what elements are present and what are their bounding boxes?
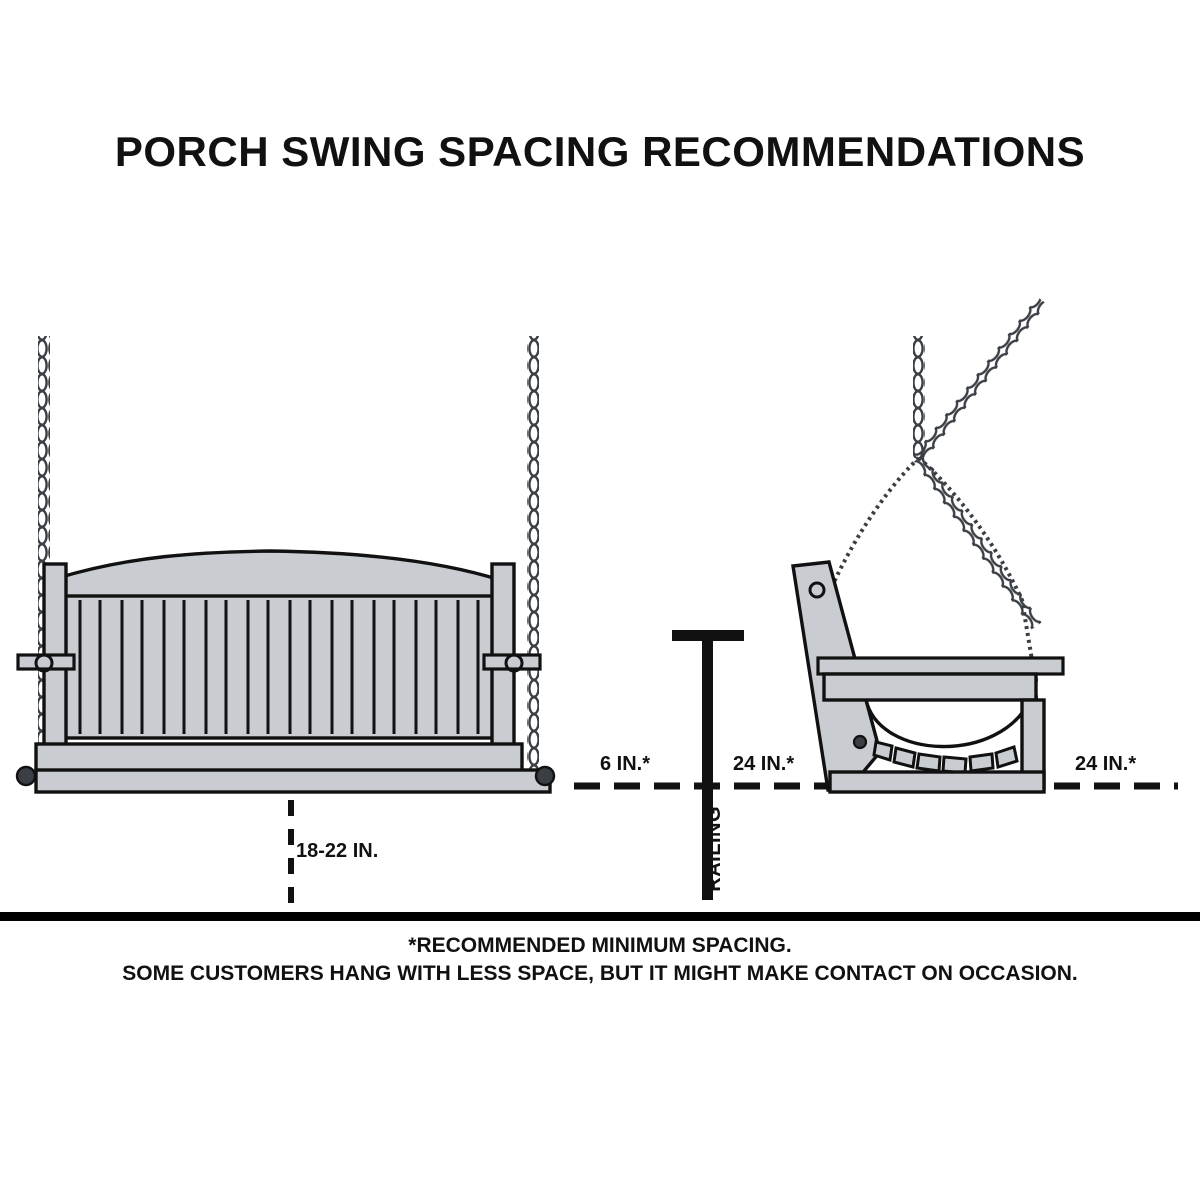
bolt-left-front — [17, 767, 35, 785]
armrest-side — [818, 658, 1063, 674]
dimension-label-seat-height: 18-22 IN. — [296, 840, 379, 862]
chain-right-front — [527, 336, 539, 780]
back-bolt — [854, 736, 866, 748]
footnote-line-2: SOME CUSTOMERS HANG WITH LESS SPACE, BUT IT MIGHT MAKE CONTACT ON OCCASION. — [122, 962, 1078, 986]
swing-back-panel — [58, 596, 500, 738]
page-title: PORCH SWING SPACING RECOMMENDATIONS — [114, 128, 1086, 175]
seat-side — [824, 674, 1036, 700]
seat-apron-front — [36, 744, 522, 772]
chain-top-side — [913, 336, 925, 458]
seat-curve-side — [866, 700, 1030, 747]
dimension-label-front-of-railing: 6 IN.* — [600, 753, 651, 775]
footnote — [0, 932, 1200, 989]
armrest-right — [484, 655, 540, 669]
side-view — [793, 297, 1063, 792]
armrest-left — [18, 655, 74, 669]
dimension-label-railing-to-swing: 24 IN.* — [733, 753, 795, 775]
footnote-line-1: *RECOMMENDED MINIMUM SPACING. — [408, 934, 792, 957]
footer-divider — [0, 912, 1200, 921]
railing-label: RAILING — [703, 806, 725, 892]
swing-back-crest — [58, 551, 500, 600]
seat-base-side — [830, 772, 1044, 792]
bolt-right-front — [536, 767, 554, 785]
dimension-label-swing-to-wall: 24 IN.* — [1075, 753, 1137, 775]
seat-base-front — [36, 770, 550, 792]
front-view — [17, 336, 554, 905]
chain-links-left-side — [914, 297, 1047, 462]
